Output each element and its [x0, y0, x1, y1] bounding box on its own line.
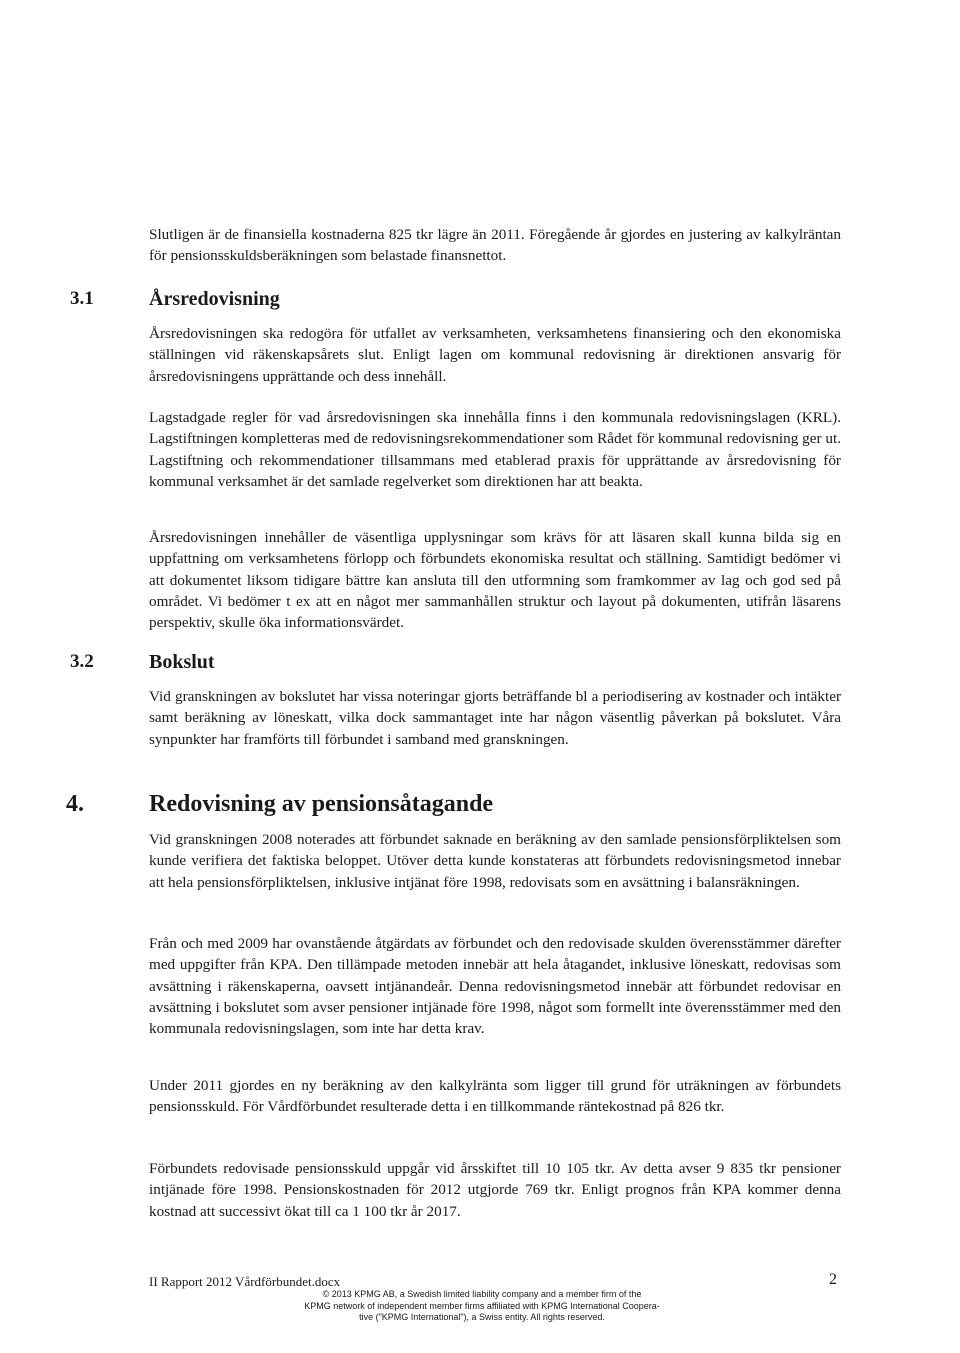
bokslut-paragraph-1: Vid granskningen av bokslutet har vissa noteringar gjorts beträffande bl a periodisering av kostnader och intäkter samt beräkning av löneskatt, vilka dock sammantaget inte har någon väsentlig påverkan på bokslutet. Våra synpunkter har framförts till förbundet i samband med granskningen. [149, 688, 841, 748]
legal-line-3: tive ("KPMG International"), a Swiss entity. All rights reserved. [359, 1312, 605, 1322]
section-title-arsredovisning: Årsredovisning [149, 288, 280, 310]
legal-line-2: KPMG network of independent member firms affiliated with KPMG International Coopera- [304, 1300, 660, 1311]
footer-legal-notice [282, 1289, 682, 1324]
chapter-number-4: 4. [66, 791, 84, 817]
arsredovisning-paragraph-2: Lagstadgade regler för vad årsredovisningen ska innehålla finns i den kommunala redovisningslagen (KRL). Lagstiftningen kompletteras med de redovisningsrekommendationer som Rådet för kommunal redovisning ger ut. Lagstiftning och rekommendationer tillsammans med etablerad praxis för upprättande av årsredovisning för kommunal verksamhet är det samlade regelverket som direktionen har att beakta. [149, 409, 841, 490]
section-number-3-1: 3.1 [70, 288, 94, 309]
pension-paragraph-3: Under 2011 gjordes en ny beräkning av den kalkylränta som ligger till grund för uträkningen av förbundets pensionsskuld. För Vårdförbundet resulterade detta i en tillkommande räntekostnad på 826 tkr. [149, 1077, 841, 1116]
arsredovisning-paragraph-1: Årsredovisningen ska redogöra för utfallet av verksamheten, verksamhetens finansiering och den ekonomiska ställningen vid räkenskapsårets slut. Enligt lagen om kommunal redovisning är direktionen ansvarig för årsredovisningens upprättande och dess innehåll. [149, 325, 841, 385]
pension-paragraph-4: Förbundets redovisade pensionsskuld uppgår vid årsskiftet till 10 105 tkr. Av detta avser 9 835 tkr pensioner intjänade före 1998. Pensionskostnaden för 2012 utgjorde 769 tkr. Enligt prognos från KPA kommer denna kostnad att successivt ökat till ca 1 100 tkr år 2017. [149, 1160, 841, 1220]
section-number-3-2: 3.2 [70, 651, 94, 672]
page-number: 2 [829, 1271, 837, 1288]
footer-filename: II Rapport 2012 Vårdförbundet.docx [149, 1274, 341, 1289]
pension-paragraph-1: Vid granskningen 2008 noterades att förbundet saknade en beräkning av den samlade pensionsförpliktelsen som kunde verifiera det faktiska beloppet. Utöver detta kunde konstateras att förbundets redovisningsmetod innebar att hela pensionsförpliktelsen, inklusive intjänat före 1998, redovisats som en avsättning i balansräkningen. [149, 831, 841, 891]
chapter-title-pensionsatagande: Redovisning av pensionsåtagande [149, 791, 494, 817]
section-title-bokslut: Bokslut [149, 651, 215, 673]
pension-paragraph-2: Från och med 2009 har ovanstående åtgärdats av förbundet och den redovisade skulden överensstämmer därefter med uppgifter från KPA. Den tillämpade metoden innebär att hela åtagandet, inklusive löneskatt, redovisas som avsättning i räkenskaperna, oavsett intjänandeår. Denna redovisningsmetod innebär att förbundet redovisar en avsättning i bokslutet som avser pensioner intjänade före 1998, något som formellt inte överensstämmer med den kommunala redovisningslagen, som inte har detta krav. [149, 935, 841, 1038]
arsredovisning-paragraph-3: Årsredovisningen innehåller de väsentliga upplysningar som krävs för att läsaren skall kunna bilda sig en uppfattning om verksamhetens förlopp och förbundets ekonomiska resultat och ställning. Samtidigt bedömer vi att dokumentet liksom tidigare bättre kan ansluta till den utformning som framkommer av lag och god sed på området. Vi bedömer t ex att en något mer sammanhållen struktur och layout på dokumenten, utifrån läsarens perspektiv, skulle öka informationsvärdet. [149, 529, 841, 632]
legal-line-1: © 2013 KPMG AB, a Swedish limited liability company and a member firm of the [322, 1289, 642, 1299]
intro-paragraph: Slutligen är de finansiella kostnaderna 825 tkr lägre än 2011. Föregående år gjordes en justering av kalkylräntan för pensionsskuldsberäkningen som belastade finansnettot. [149, 226, 841, 265]
